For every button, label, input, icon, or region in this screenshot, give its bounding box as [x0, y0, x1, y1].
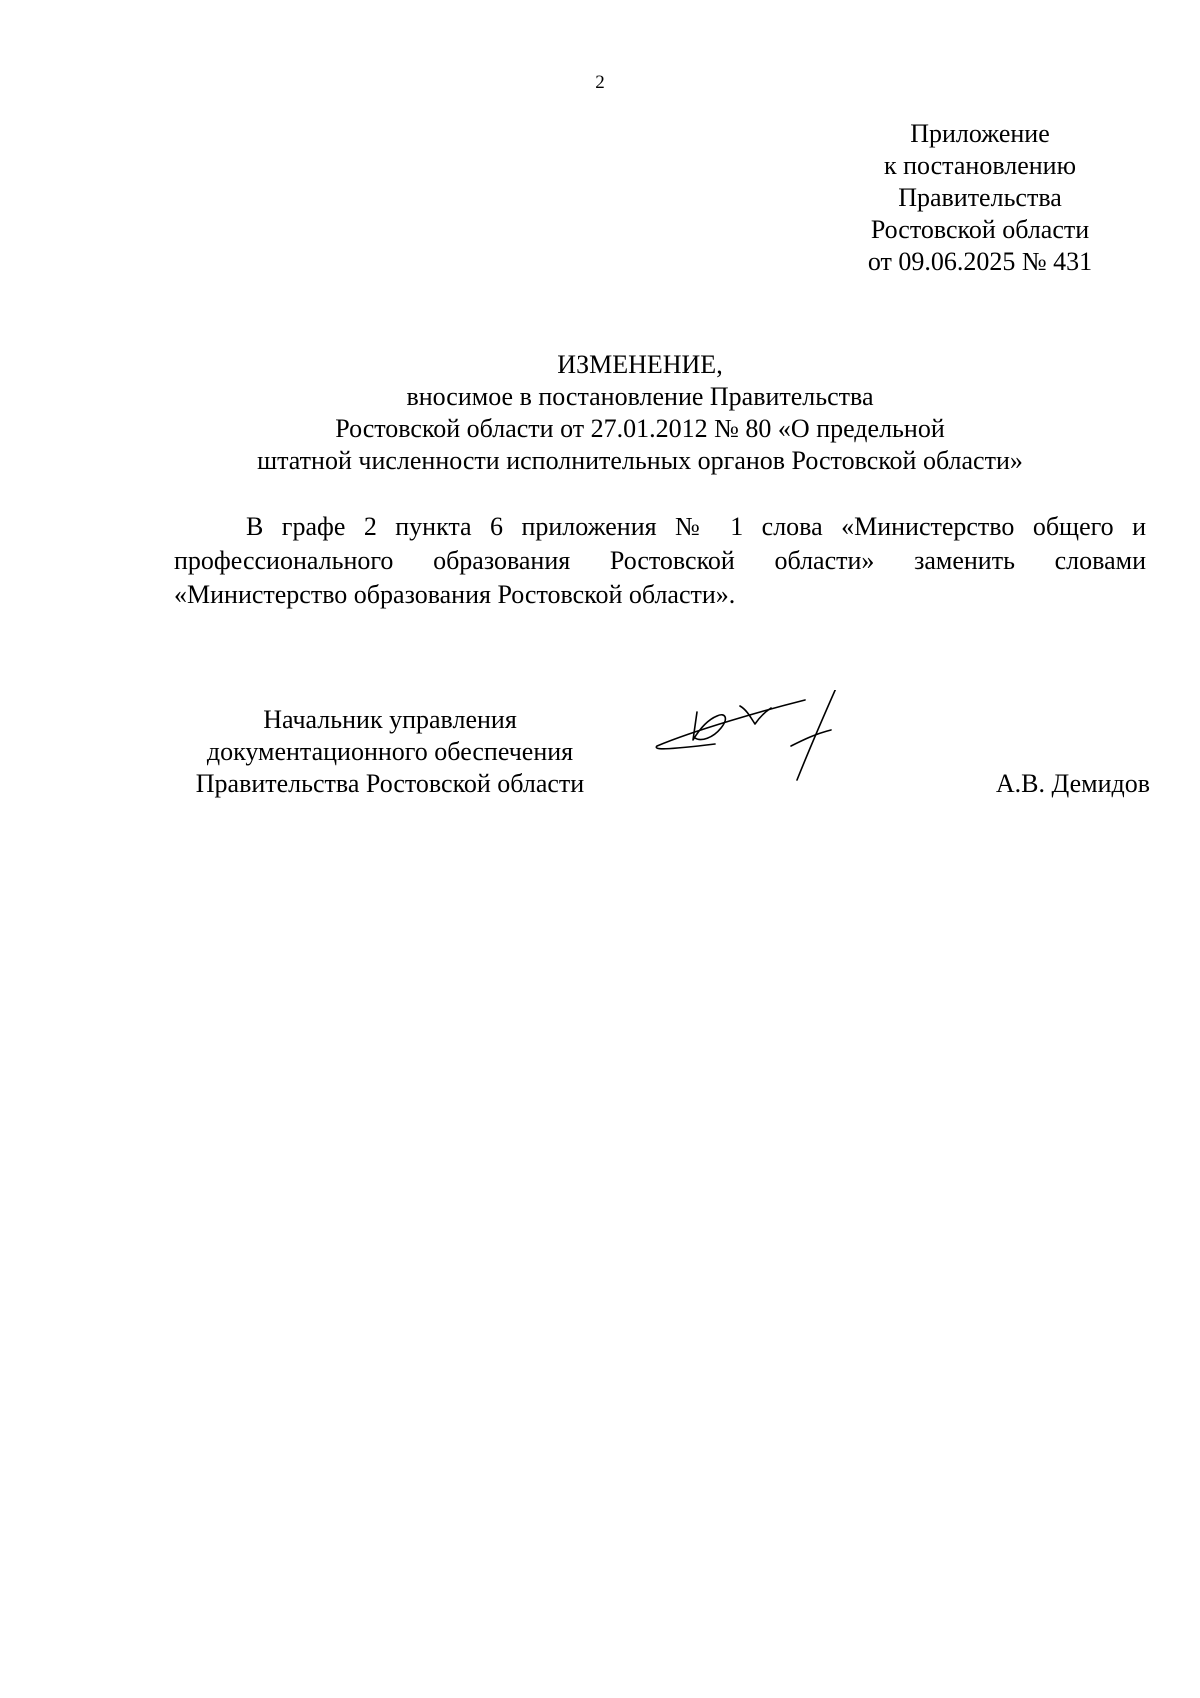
page-number: 2 [595, 72, 605, 93]
signer-position-line: Правительства Ростовской области [195, 769, 585, 798]
heading-line: вносимое в постановление Правительства [406, 382, 874, 411]
appendix-line: Правительства [898, 183, 1062, 212]
heading-title: ИЗМЕНЕНИЕ, [557, 350, 723, 379]
body-paragraph: В графе 2 пункта 6 приложения № 1 слова «Министерство общего и профессионального образования Ростовской области» заменить словами «Министерство образования Ростовской области». [174, 512, 1146, 609]
signer-position-line: Начальник управления [263, 705, 517, 734]
heading-line: Ростовской области от 27.01.2012 № 80 «О предельной [335, 414, 945, 443]
appendix-date-number: от 09.06.2025 № 431 [867, 247, 1093, 276]
heading-line: штатной численности исполнительных органов Ростовской области» [257, 446, 1023, 475]
appendix-line: Ростовской области [870, 215, 1090, 244]
signer-position-line: документационного обеспечения [206, 737, 574, 766]
appendix-header [820, 118, 1140, 278]
document-heading [160, 349, 1120, 477]
signer-position [160, 704, 620, 800]
handwritten-signature [655, 690, 945, 860]
signer-name: А.В. Демидов [995, 769, 1150, 798]
appendix-line: Приложение [910, 119, 1050, 148]
appendix-line: к постановлению [883, 151, 1077, 180]
